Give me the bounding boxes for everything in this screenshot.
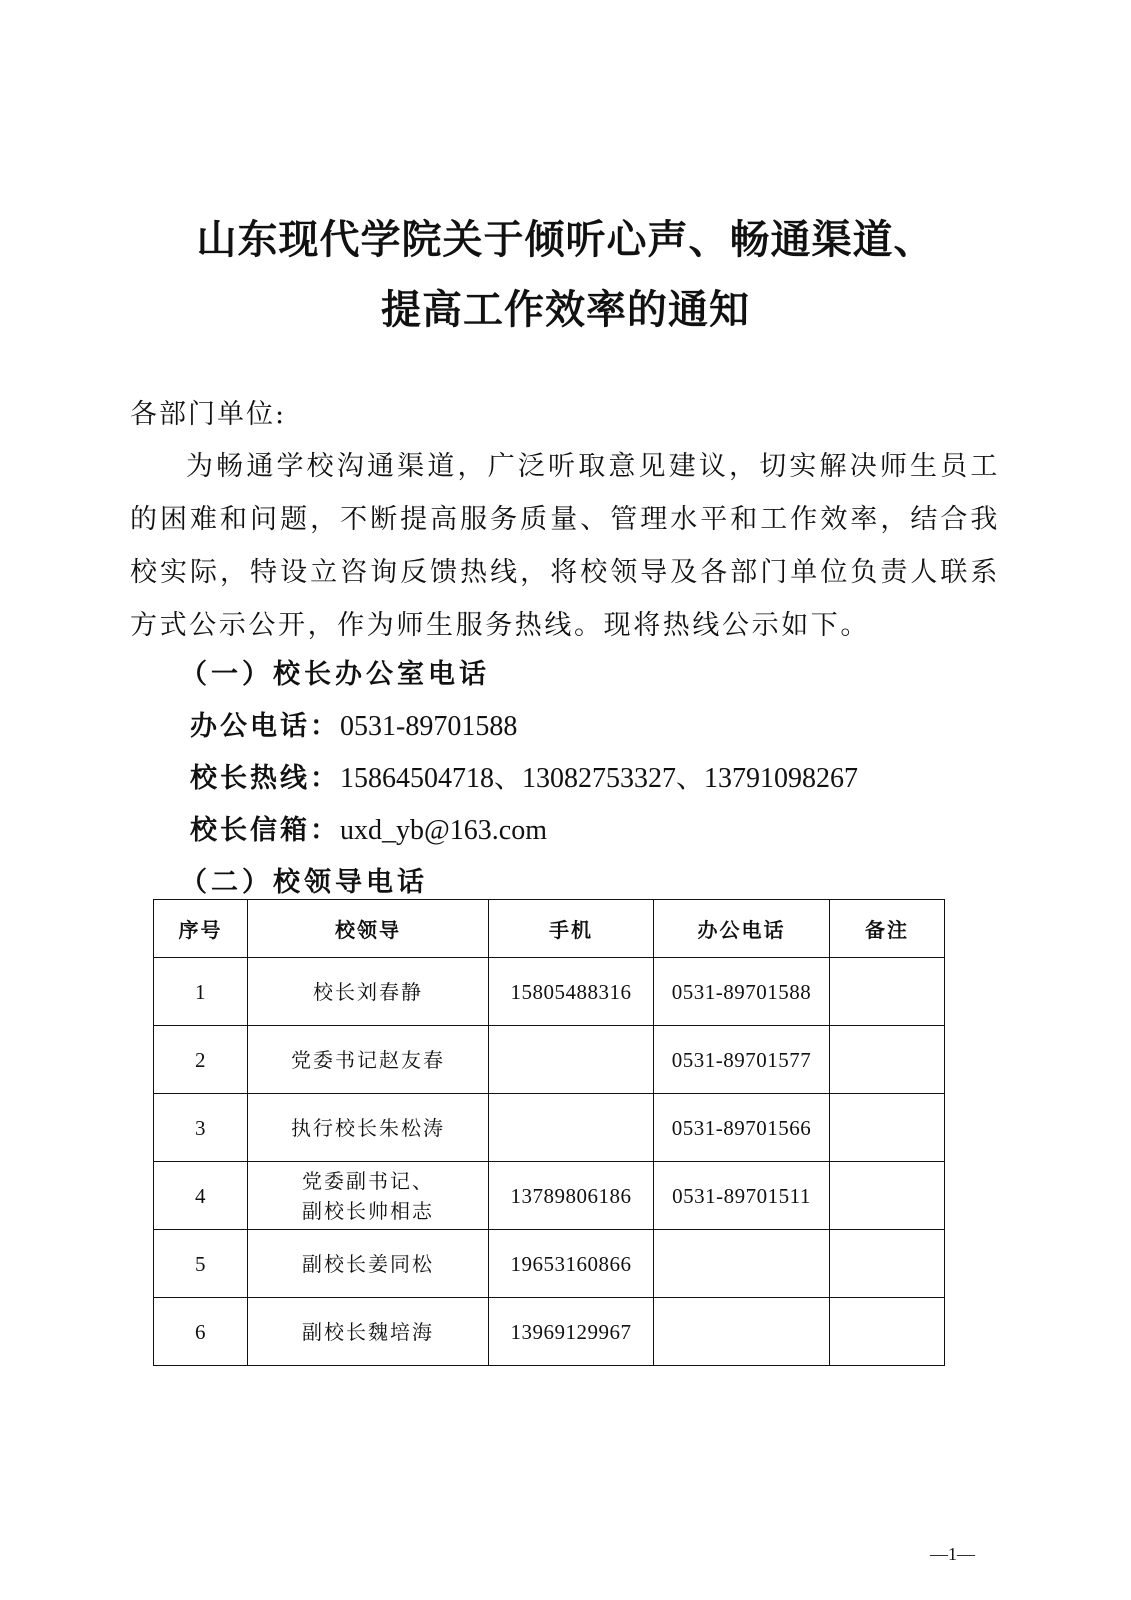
table-row xyxy=(154,1094,945,1162)
leader-name: 执行校长朱松涛 xyxy=(291,1115,445,1140)
cell-leader xyxy=(248,1162,489,1230)
cell-office-phone: 0531-89701577 xyxy=(654,1026,830,1094)
cell-leader xyxy=(248,1026,489,1094)
page-number: —1— xyxy=(930,1544,975,1564)
cell-mobile: 13969129967 xyxy=(489,1298,654,1366)
principal-mailbox-label: 校长信箱： xyxy=(190,815,340,846)
leader-name: 党委书记赵友春 xyxy=(291,1047,445,1072)
section-heading-school-leaders: （二）校领导电话 xyxy=(180,867,428,898)
cell-remark xyxy=(830,1230,945,1298)
cell-remark xyxy=(830,1298,945,1366)
cell-number: 1 xyxy=(154,958,248,1026)
salutation: 各部门单位: xyxy=(130,399,287,430)
cell-leader xyxy=(248,1094,489,1162)
table-row xyxy=(154,1026,945,1094)
office-phone-label: 办公电话： xyxy=(190,711,340,742)
leader-name: 校长刘春静 xyxy=(313,979,423,1004)
cell-number: 2 xyxy=(154,1026,248,1094)
column-header-mobile: 手机 xyxy=(489,900,654,958)
cell-leader xyxy=(248,958,489,1026)
table-header-row xyxy=(154,900,945,958)
table-row xyxy=(154,1162,945,1230)
leader-name-line-1: 党委副书记、 xyxy=(302,1168,434,1193)
principal-mailbox-line xyxy=(190,808,547,847)
table-row xyxy=(154,958,945,1026)
cell-mobile xyxy=(489,1026,654,1094)
principal-hotline-value: 15864504718、13082753327、13791098267 xyxy=(340,763,859,794)
cell-number: 5 xyxy=(154,1230,248,1298)
cell-mobile xyxy=(489,1094,654,1162)
column-header-leader: 校领导 xyxy=(248,900,489,958)
cell-remark xyxy=(830,1094,945,1162)
cell-leader xyxy=(248,1230,489,1298)
principal-mailbox-value: uxd_yb@163.com xyxy=(340,815,547,846)
cell-number: 4 xyxy=(154,1162,248,1230)
table-row xyxy=(154,1230,945,1298)
principal-hotline-label: 校长热线： xyxy=(190,763,340,794)
cell-office-phone xyxy=(654,1298,830,1366)
cell-office-phone: 0531-89701588 xyxy=(654,958,830,1026)
cell-remark xyxy=(830,958,945,1026)
cell-mobile: 19653160866 xyxy=(489,1230,654,1298)
leader-name: 副校长魏培海 xyxy=(302,1319,434,1344)
cell-remark xyxy=(830,1162,945,1230)
office-phone-value: 0531-89701588 xyxy=(340,711,518,742)
cell-office-phone: 0531-89701566 xyxy=(654,1094,830,1162)
column-header-office-phone: 办公电话 xyxy=(654,900,830,958)
cell-number: 3 xyxy=(154,1094,248,1162)
cell-office-phone xyxy=(654,1230,830,1298)
cell-number: 6 xyxy=(154,1298,248,1366)
section-heading-principal-office: （一）校长办公室电话 xyxy=(180,659,490,690)
body-paragraph: 为畅通学校沟通渠道，广泛听取意见建议，切实解决师生员工的困难和问题，不断提高服务质量、管理水平和工作效率，结合我校实际，特设立咨询反馈热线，将校领导及各部门单位负责人联系方式公示公开，作为师生服务热线。现将热线公示如下。 xyxy=(130,451,1000,641)
cell-remark xyxy=(830,1026,945,1094)
leader-name: 副校长姜同松 xyxy=(302,1251,434,1276)
leader-name-line-2: 副校长帅相志 xyxy=(302,1198,434,1223)
office-phone-line xyxy=(190,704,517,743)
cell-office-phone: 0531-89701511 xyxy=(654,1162,830,1230)
column-header-number: 序号 xyxy=(154,900,248,958)
document-title-line-1: 山东现代学院关于倾听心声、畅通渠道、 xyxy=(196,216,935,263)
cell-mobile: 15805488316 xyxy=(489,958,654,1026)
column-header-remark: 备注 xyxy=(830,900,945,958)
cell-mobile: 13789806186 xyxy=(489,1162,654,1230)
leaders-contact-table xyxy=(153,899,945,1366)
cell-leader xyxy=(248,1298,489,1366)
table-row xyxy=(154,1298,945,1366)
document-title-line-2: 提高工作效率的通知 xyxy=(381,286,750,333)
principal-hotline-line xyxy=(190,756,858,796)
